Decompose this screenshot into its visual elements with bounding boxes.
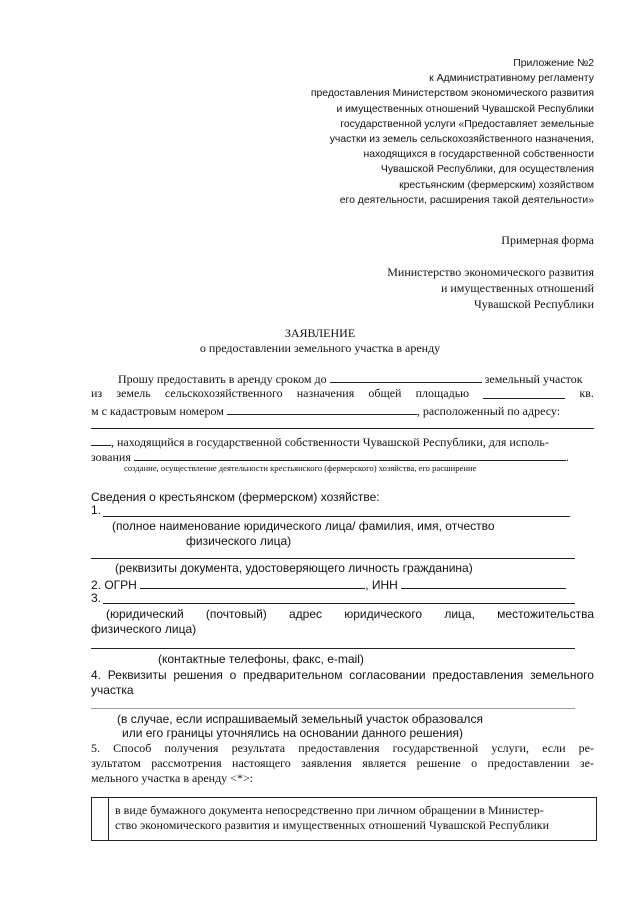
appendix-line: Приложение №2	[513, 58, 594, 69]
item-4-line	[91, 668, 594, 682]
purpose-field[interactable]	[134, 448, 566, 461]
word: адрес	[289, 607, 323, 621]
address-field[interactable]	[91, 428, 594, 429]
word: рассмотрения	[151, 756, 222, 770]
delivery-option-line: ство экономического развития и имущественных отношений Чувашской Республики	[115, 818, 549, 832]
word: (почтовый)	[205, 607, 267, 621]
prior-approval-hint: (в случае, если испрашиваемый земельный участок образовался	[117, 712, 483, 726]
word: настоящего	[232, 756, 291, 770]
farm-info-heading: Сведения о крестьянском (фермерском) хозяйстве:	[91, 490, 380, 504]
word: согласовании	[349, 668, 426, 682]
appendix-line: Чувашской Республики, для осуществления	[380, 164, 594, 176]
addressee-block	[330, 264, 594, 312]
inn-label: , ИНН	[365, 578, 398, 592]
purpose-line: зования .	[91, 450, 569, 464]
word: зультатом	[91, 756, 141, 770]
prior-approval-hint-2: или его границы уточнялись на основании данного решения)	[122, 726, 463, 740]
word: 5.	[91, 741, 100, 755]
cadastral-label: м с кадастровым номером	[91, 404, 224, 418]
word: о	[229, 668, 237, 682]
word: если	[542, 741, 566, 755]
word: общей	[368, 386, 402, 400]
word: предоставления	[432, 668, 524, 682]
word: является	[362, 756, 407, 770]
purpose-label: зования	[91, 450, 131, 464]
word: предварительном	[243, 668, 343, 682]
appendix-line: предоставления Министерством экономического развития	[310, 88, 594, 100]
full-name-field[interactable]	[103, 516, 570, 517]
word: решение	[416, 756, 461, 770]
sample-form-label: Примерная форма	[501, 233, 594, 247]
lease-term-field[interactable]	[330, 370, 482, 383]
word: Реквизиты	[107, 668, 167, 682]
word: 4.	[91, 668, 102, 682]
lease-term-line	[118, 370, 583, 387]
land-category-line	[91, 386, 594, 401]
word: решения	[173, 668, 223, 682]
cadastral-line	[91, 402, 560, 419]
cadastral-number-field[interactable]	[227, 402, 417, 415]
addressee-line: и имущественных отношений	[440, 281, 594, 295]
addressee-line: Чувашской Республики	[473, 297, 594, 311]
area-field[interactable]	[483, 386, 565, 399]
word: назначения	[296, 386, 355, 400]
appendix-line: государственной услуги «Предоставляет земельные	[340, 118, 594, 130]
delivery-option-text	[115, 803, 549, 833]
word: услуги,	[491, 741, 529, 755]
ogrn-field[interactable]	[140, 576, 365, 589]
word: Способ	[113, 741, 152, 755]
word: из	[91, 386, 103, 400]
word: государственной	[392, 741, 479, 755]
unit-label: кв.	[579, 386, 594, 400]
word: (юридический	[106, 607, 184, 621]
appendix-header	[250, 56, 594, 208]
appendix-line: и имущественных отношений Чувашской Республики	[336, 103, 594, 115]
word: получения	[164, 741, 219, 755]
delivery-option-line: в виде бумажного документа непосредственно при личном обращении в Министер-	[115, 803, 544, 817]
full-name-hint: (полное наименование юридического лица/ фамилия, имя, отчество	[112, 519, 495, 533]
contacts-hint: (контактные телефоны, факс, e-mail)	[158, 652, 364, 666]
document-subtitle: о предоставлении земельного участка в аренду	[199, 341, 441, 355]
word: площадью	[415, 386, 470, 400]
ogrn-inn-line	[91, 576, 566, 592]
land-plot-label: земельный участок	[484, 372, 583, 386]
item-4-line-2: участка	[91, 683, 134, 697]
address-label: , расположенный по адресу:	[416, 404, 561, 418]
item-5-line-3: мельного участка в аренду <*>:	[91, 771, 254, 785]
lease-term-label: Прошу предоставить в аренду сроком до	[118, 372, 327, 386]
word: сельскохозяйственного	[164, 386, 283, 400]
word: местожительства	[497, 607, 594, 621]
delivery-option-row	[91, 797, 597, 841]
address-of-entity-field[interactable]	[103, 603, 575, 604]
appendix-line: его деятельности, расширения такой деятельности»	[339, 194, 594, 206]
appendix-line: крестьянским (фермерским) хозяйством	[399, 179, 594, 191]
word: результата	[231, 741, 286, 755]
item-3-number: 3.	[91, 591, 102, 605]
full-name-hint-2: физического лица)	[186, 534, 292, 548]
word: юридического	[344, 607, 423, 621]
word: заявления	[301, 756, 352, 770]
item-5-line	[91, 741, 594, 756]
word: зе-	[579, 756, 594, 770]
addressee-line: Министерство экономического развития	[387, 265, 594, 279]
address-hint-2: физического лица)	[91, 622, 197, 636]
appendix-line: к Административному регламенту	[429, 73, 594, 85]
word: предоставления	[298, 741, 380, 755]
word: предоставлении	[487, 756, 570, 770]
inn-field[interactable]	[401, 576, 566, 589]
identity-document-hint: (реквизиты документа, удостоверяющего личность гражданина)	[115, 561, 473, 575]
appendix-line: участки из земель сельскохозяйственного назначения,	[329, 134, 594, 146]
word: ре-	[578, 741, 594, 755]
word: земельного	[530, 668, 594, 682]
item-5-line-2	[91, 756, 594, 771]
item-1-number: 1.	[91, 503, 102, 517]
prior-approval-field[interactable]	[91, 708, 575, 709]
word: о	[471, 756, 478, 770]
word: лица,	[444, 607, 475, 621]
ogrn-label: 2. ОГРН	[91, 578, 137, 592]
contacts-field[interactable]	[91, 648, 575, 649]
appendix-line: находящихся в государственной собственности	[363, 149, 594, 161]
document-title: ЗАЯВЛЕНИЕ	[284, 326, 356, 340]
address-field-end[interactable]	[91, 433, 111, 446]
ownership-text: , находящийся в государственной собственности Чувашской Республики, для исполь-	[111, 435, 549, 449]
identity-document-field[interactable]	[91, 558, 575, 559]
purpose-hint: создание, осуществление деятельности крестьянского (фермерского) хозяйства, его расширение	[124, 463, 477, 473]
word: земель	[116, 386, 151, 400]
address-hint	[106, 607, 594, 621]
delivery-option-checkbox[interactable]	[92, 798, 109, 840]
